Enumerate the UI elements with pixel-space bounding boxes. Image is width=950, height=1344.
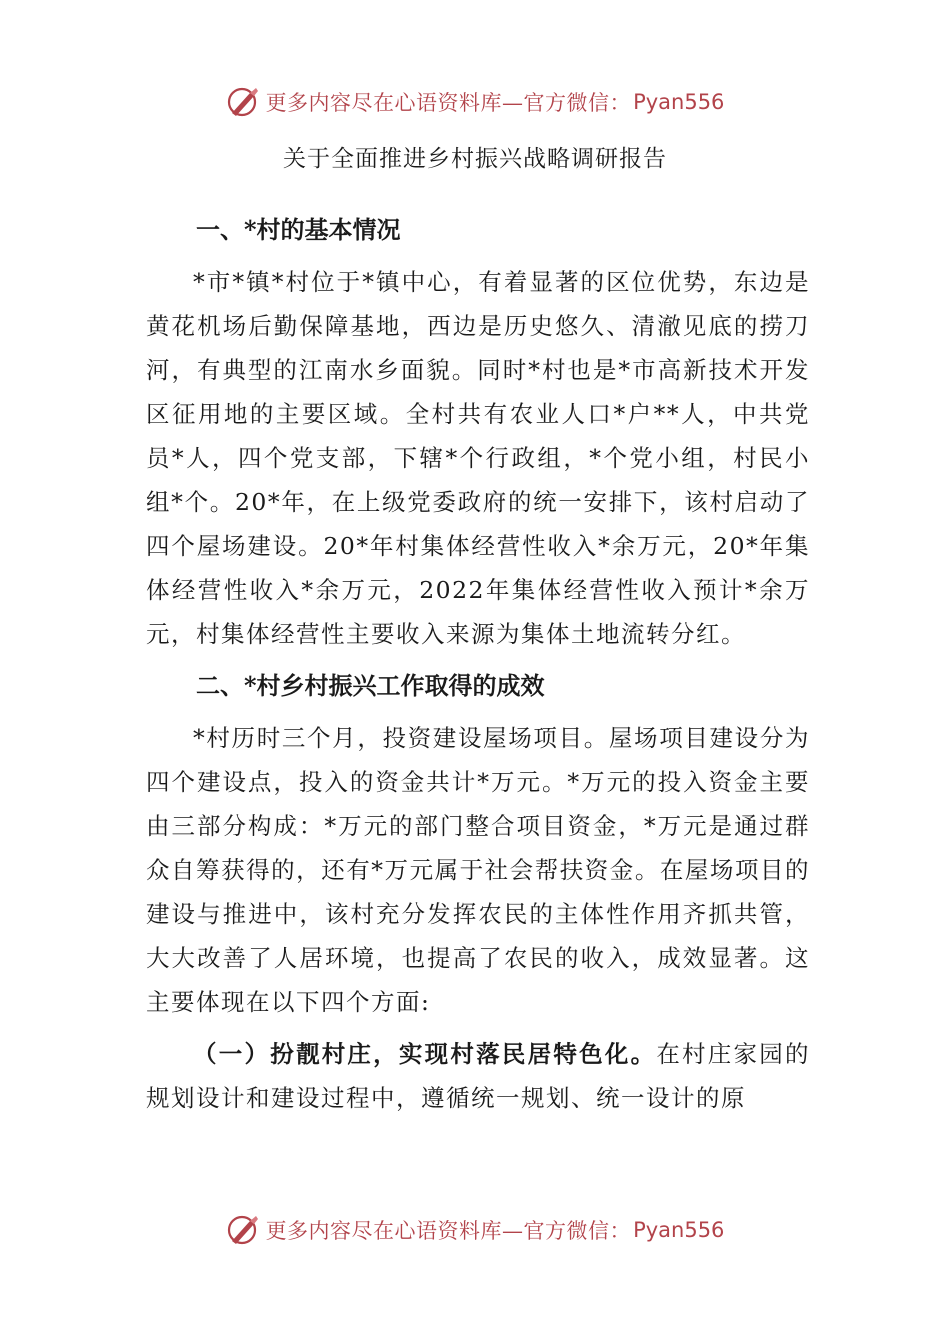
subpoint-text: 在村庄家园的规划设计和建设过程中，遵循统一规划、统一设计的原 <box>146 1040 811 1112</box>
document-body <box>146 200 810 1128</box>
section-paragraph-1: *市*镇*村位于*镇中心，有着显著的区位优势，东边是黄花机场后勤保障基地，西边是历史悠久、清澈见底的捞刀河，有典型的江南水乡面貌。同时*村也是*市高新技术开发区征用地的主要区域。全村共有农业人口*户**人，中共党员*人，四个党支部，下辖*个行政组，*个党小组，村民小组*个。20*年，在上级党委政府的统一安排下，该村启动了四个屋场建设。20*年村集体经营性收入*余万元，20*年集体经营性收入*余万元，2022年集体经营性收入预计*余万元，村集体经营性主要收入来源为集体土地流转分红。 <box>146 268 810 648</box>
watermark-id: Pyan556 <box>633 90 725 114</box>
watermark-id: Pyan556 <box>633 1218 725 1242</box>
document-title: 关于全面推进乡村振兴战略调研报告 <box>283 146 667 172</box>
section-heading-2: 二、*村乡村振兴工作取得的成效 <box>196 671 545 700</box>
section-heading-1: 一、*村的基本情况 <box>196 215 401 244</box>
watermark-text: 更多内容尽在心语资料库—官方微信： <box>265 1219 632 1243</box>
pen-logo-icon <box>226 85 260 119</box>
subpoint-paragraph <box>146 1032 810 1120</box>
pen-logo-icon <box>226 1213 260 1247</box>
section-paragraph-2: *村历时三个月，投资建设屋场项目。屋场项目建设分为四个建设点，投入的资金共计*万元。*万元的投入资金主要由三部分构成：*万元的部门整合项目资金，*万元是通过群众自筹获得的，还有*万元属于社会帮扶资金。在屋场项目的建设与推进中，该村充分发挥农民的主体性作用齐抓共管，大大改善了人居环境，也提高了农民的收入，成效显著。这主要体现在以下四个方面: <box>146 724 810 1016</box>
watermark-text: 更多内容尽在心语资料库—官方微信： <box>265 91 632 115</box>
subpoint-lead: （一）扮靓村庄，实现村落民居特色化。 <box>193 1040 657 1068</box>
watermark-banner-bottom <box>0 1210 950 1250</box>
watermark-banner-top <box>0 82 950 122</box>
